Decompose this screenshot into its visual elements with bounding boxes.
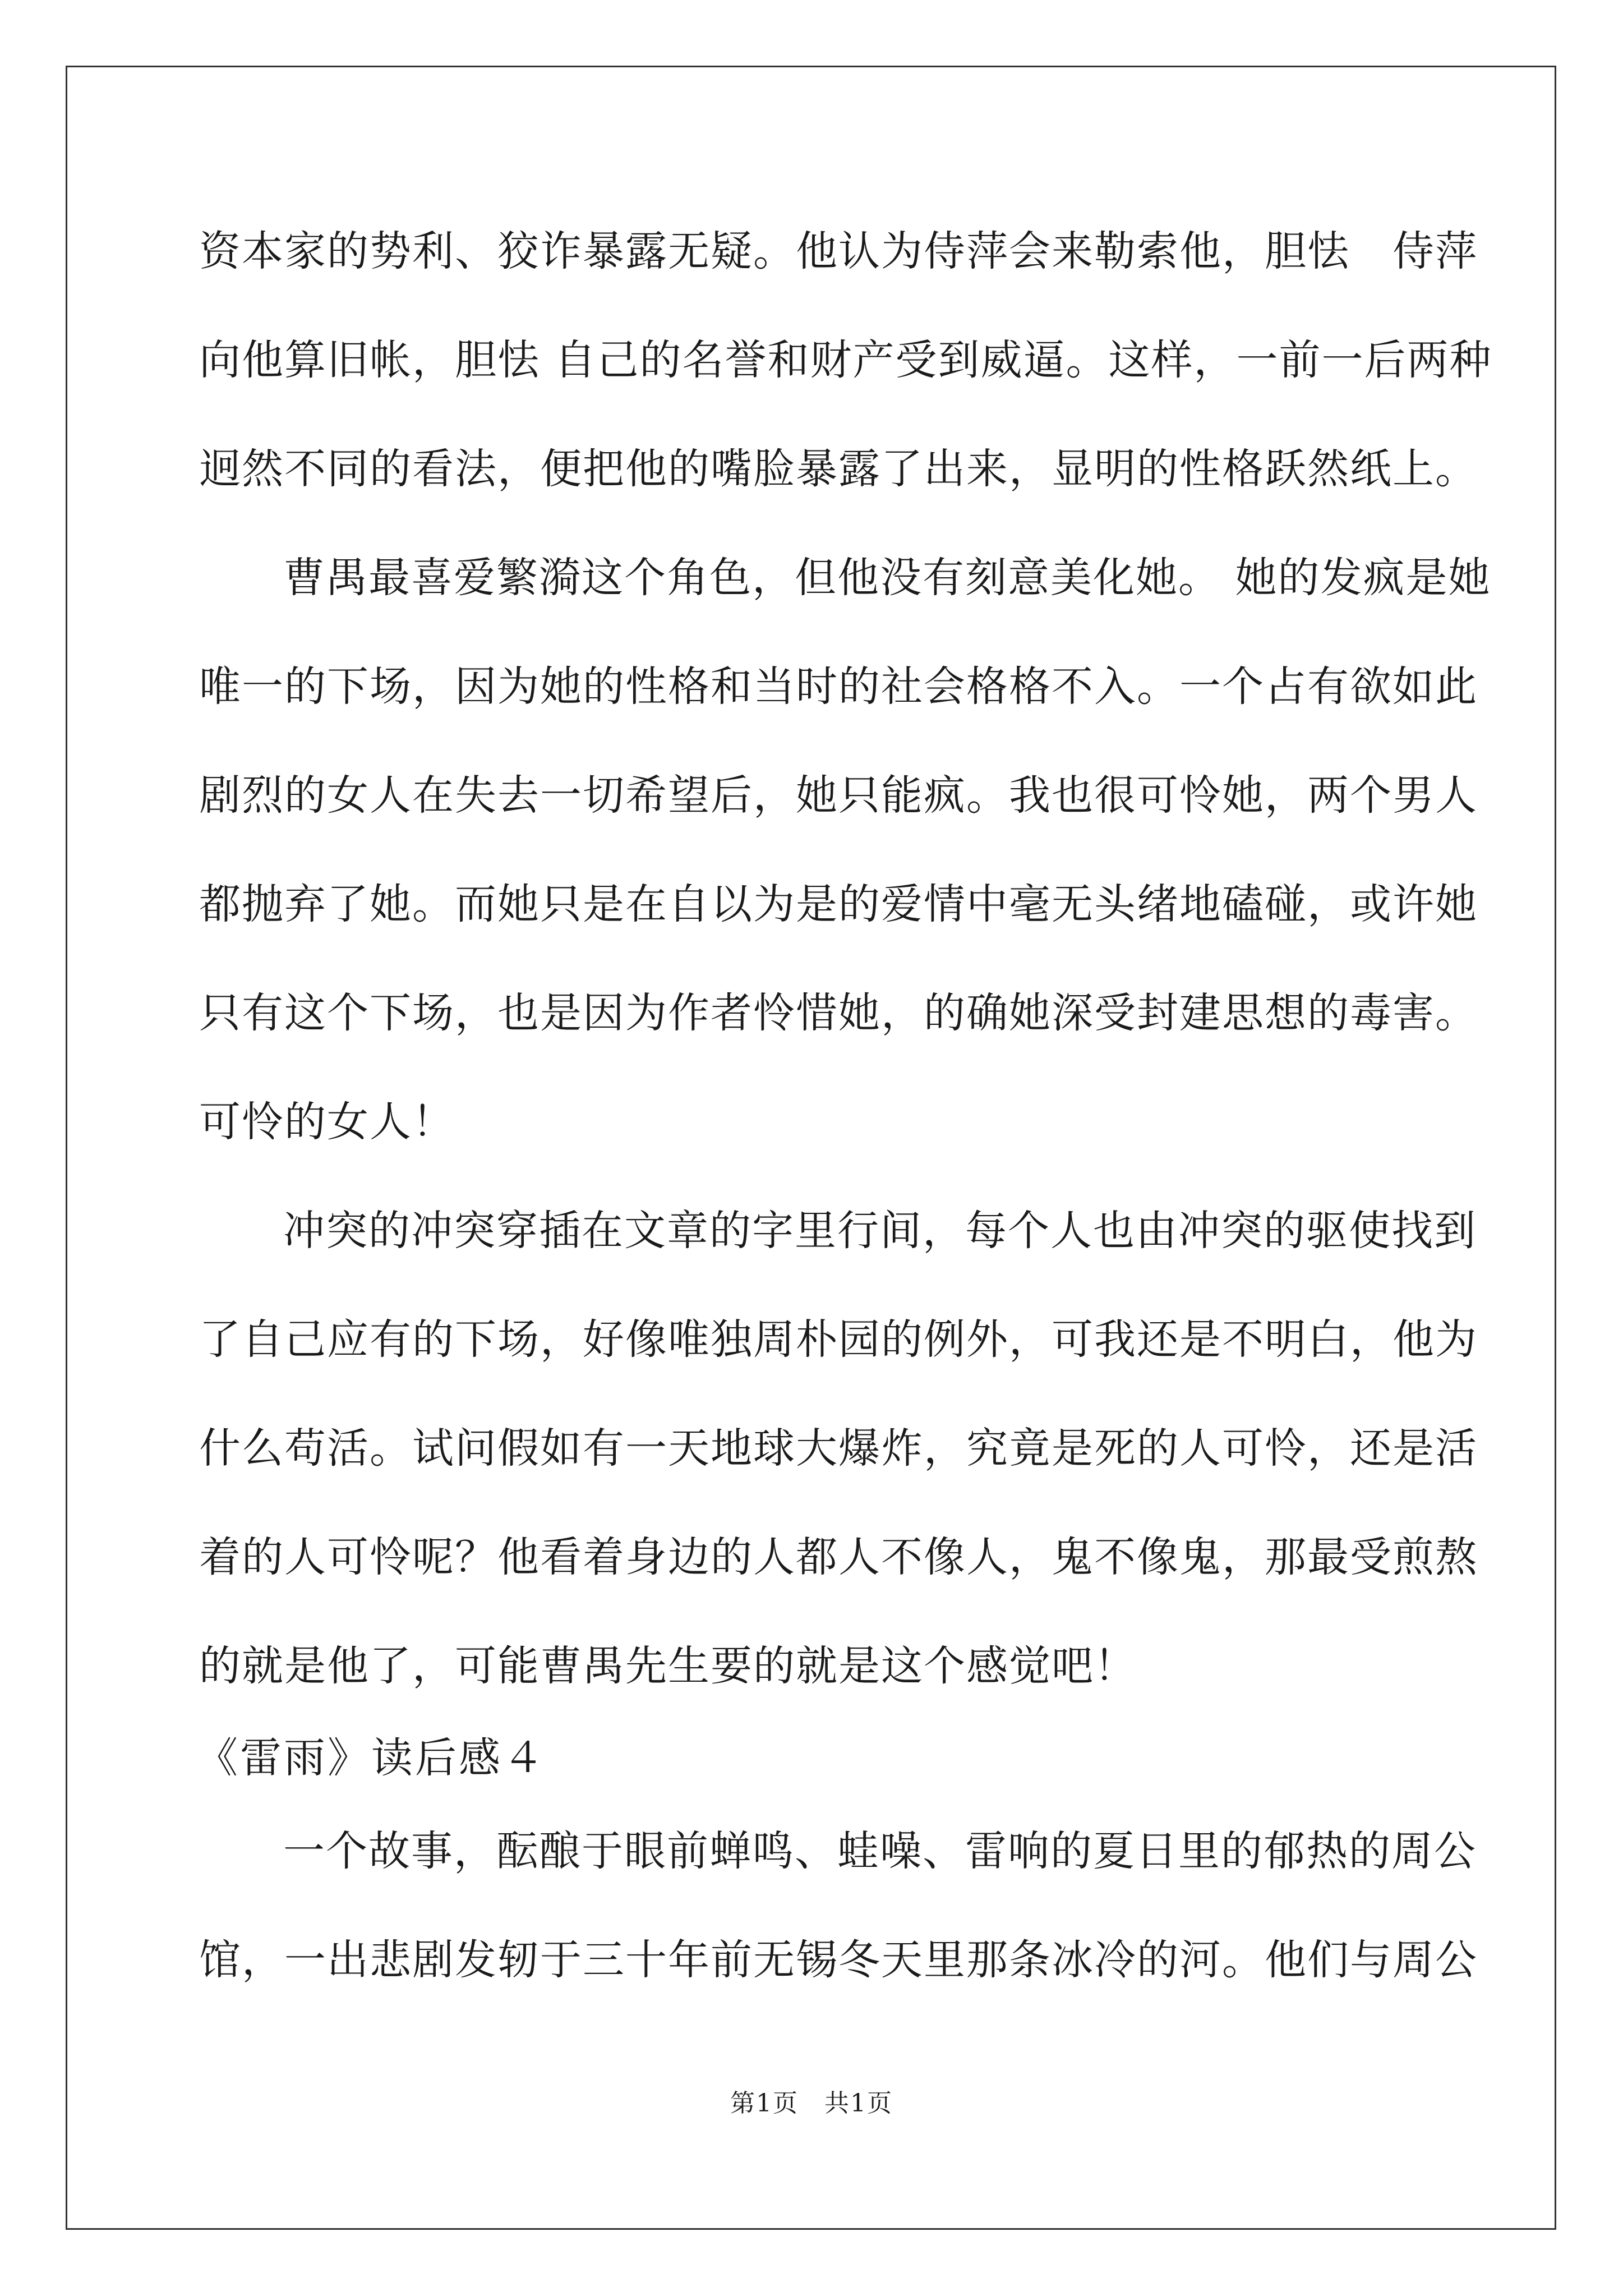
text-line: 了自己应有的下场，好像唯独周朴园的例外，可我还是不明白，他为: [199, 1315, 1478, 1364]
text-line: 迥然不同的看法，便把他的嘴脸暴露了出来，显明的性格跃然纸上。: [199, 445, 1478, 493]
page-footer: 第1页 共1页: [730, 2089, 893, 2118]
text-line: 剧烈的女人在失去一切希望后，她只能疯。我也很可怜她，两个男人: [199, 771, 1478, 820]
paragraph-start: 一个故事，酝酿于眼前蝉鸣、蛙噪、雷响的夏日里的郁热的周公: [283, 1827, 1477, 1875]
text-line: 着的人可怜呢？他看着身边的人都人不像人，鬼不像鬼，那最受煎熬: [199, 1533, 1478, 1581]
paragraph-start: 曹禺最喜爱繁漪这个角色，但他没有刻意美化她。 她的发疯是她: [283, 554, 1491, 602]
text-line: 资本家的势利、狡诈暴露无疑。他认为侍萍会来勒索他，胆怯 侍萍: [199, 227, 1478, 275]
text-line: 都抛弃了她。而她只是在自以为是的爱情中毫无头绪地磕碰，或许她: [199, 880, 1478, 928]
text-line: 唯一的下场，因为她的性格和当时的社会格格不入。一个占有欲如此: [199, 662, 1478, 711]
text-line: 只有这个下场，也是因为作者怜惜她，的确她深受封建思想的毒害。: [199, 989, 1478, 1037]
text-line: 可怜的女人！: [199, 1098, 455, 1146]
section-heading: 《雷雨》读后感４: [196, 1734, 546, 1782]
text-line: 什么苟活。试问假如有一天地球大爆炸，究竟是死的人可怜，还是活: [199, 1424, 1478, 1473]
text-line: 馆，一出悲剧发轫于三十年前无锡冬天里那条冰冷的河。他们与周公: [199, 1936, 1478, 1984]
paragraph-start: 冲突的冲突穿插在文章的字里行间，每个人也由冲突的驱使找到: [283, 1207, 1477, 1255]
text-line: 的就是他了，可能曹禺先生要的就是这个感觉吧！: [199, 1642, 1137, 1690]
text-line: 向他算旧帐，胆怯 自己的名誉和财产受到威逼。这样，一前一后两种: [199, 336, 1492, 384]
